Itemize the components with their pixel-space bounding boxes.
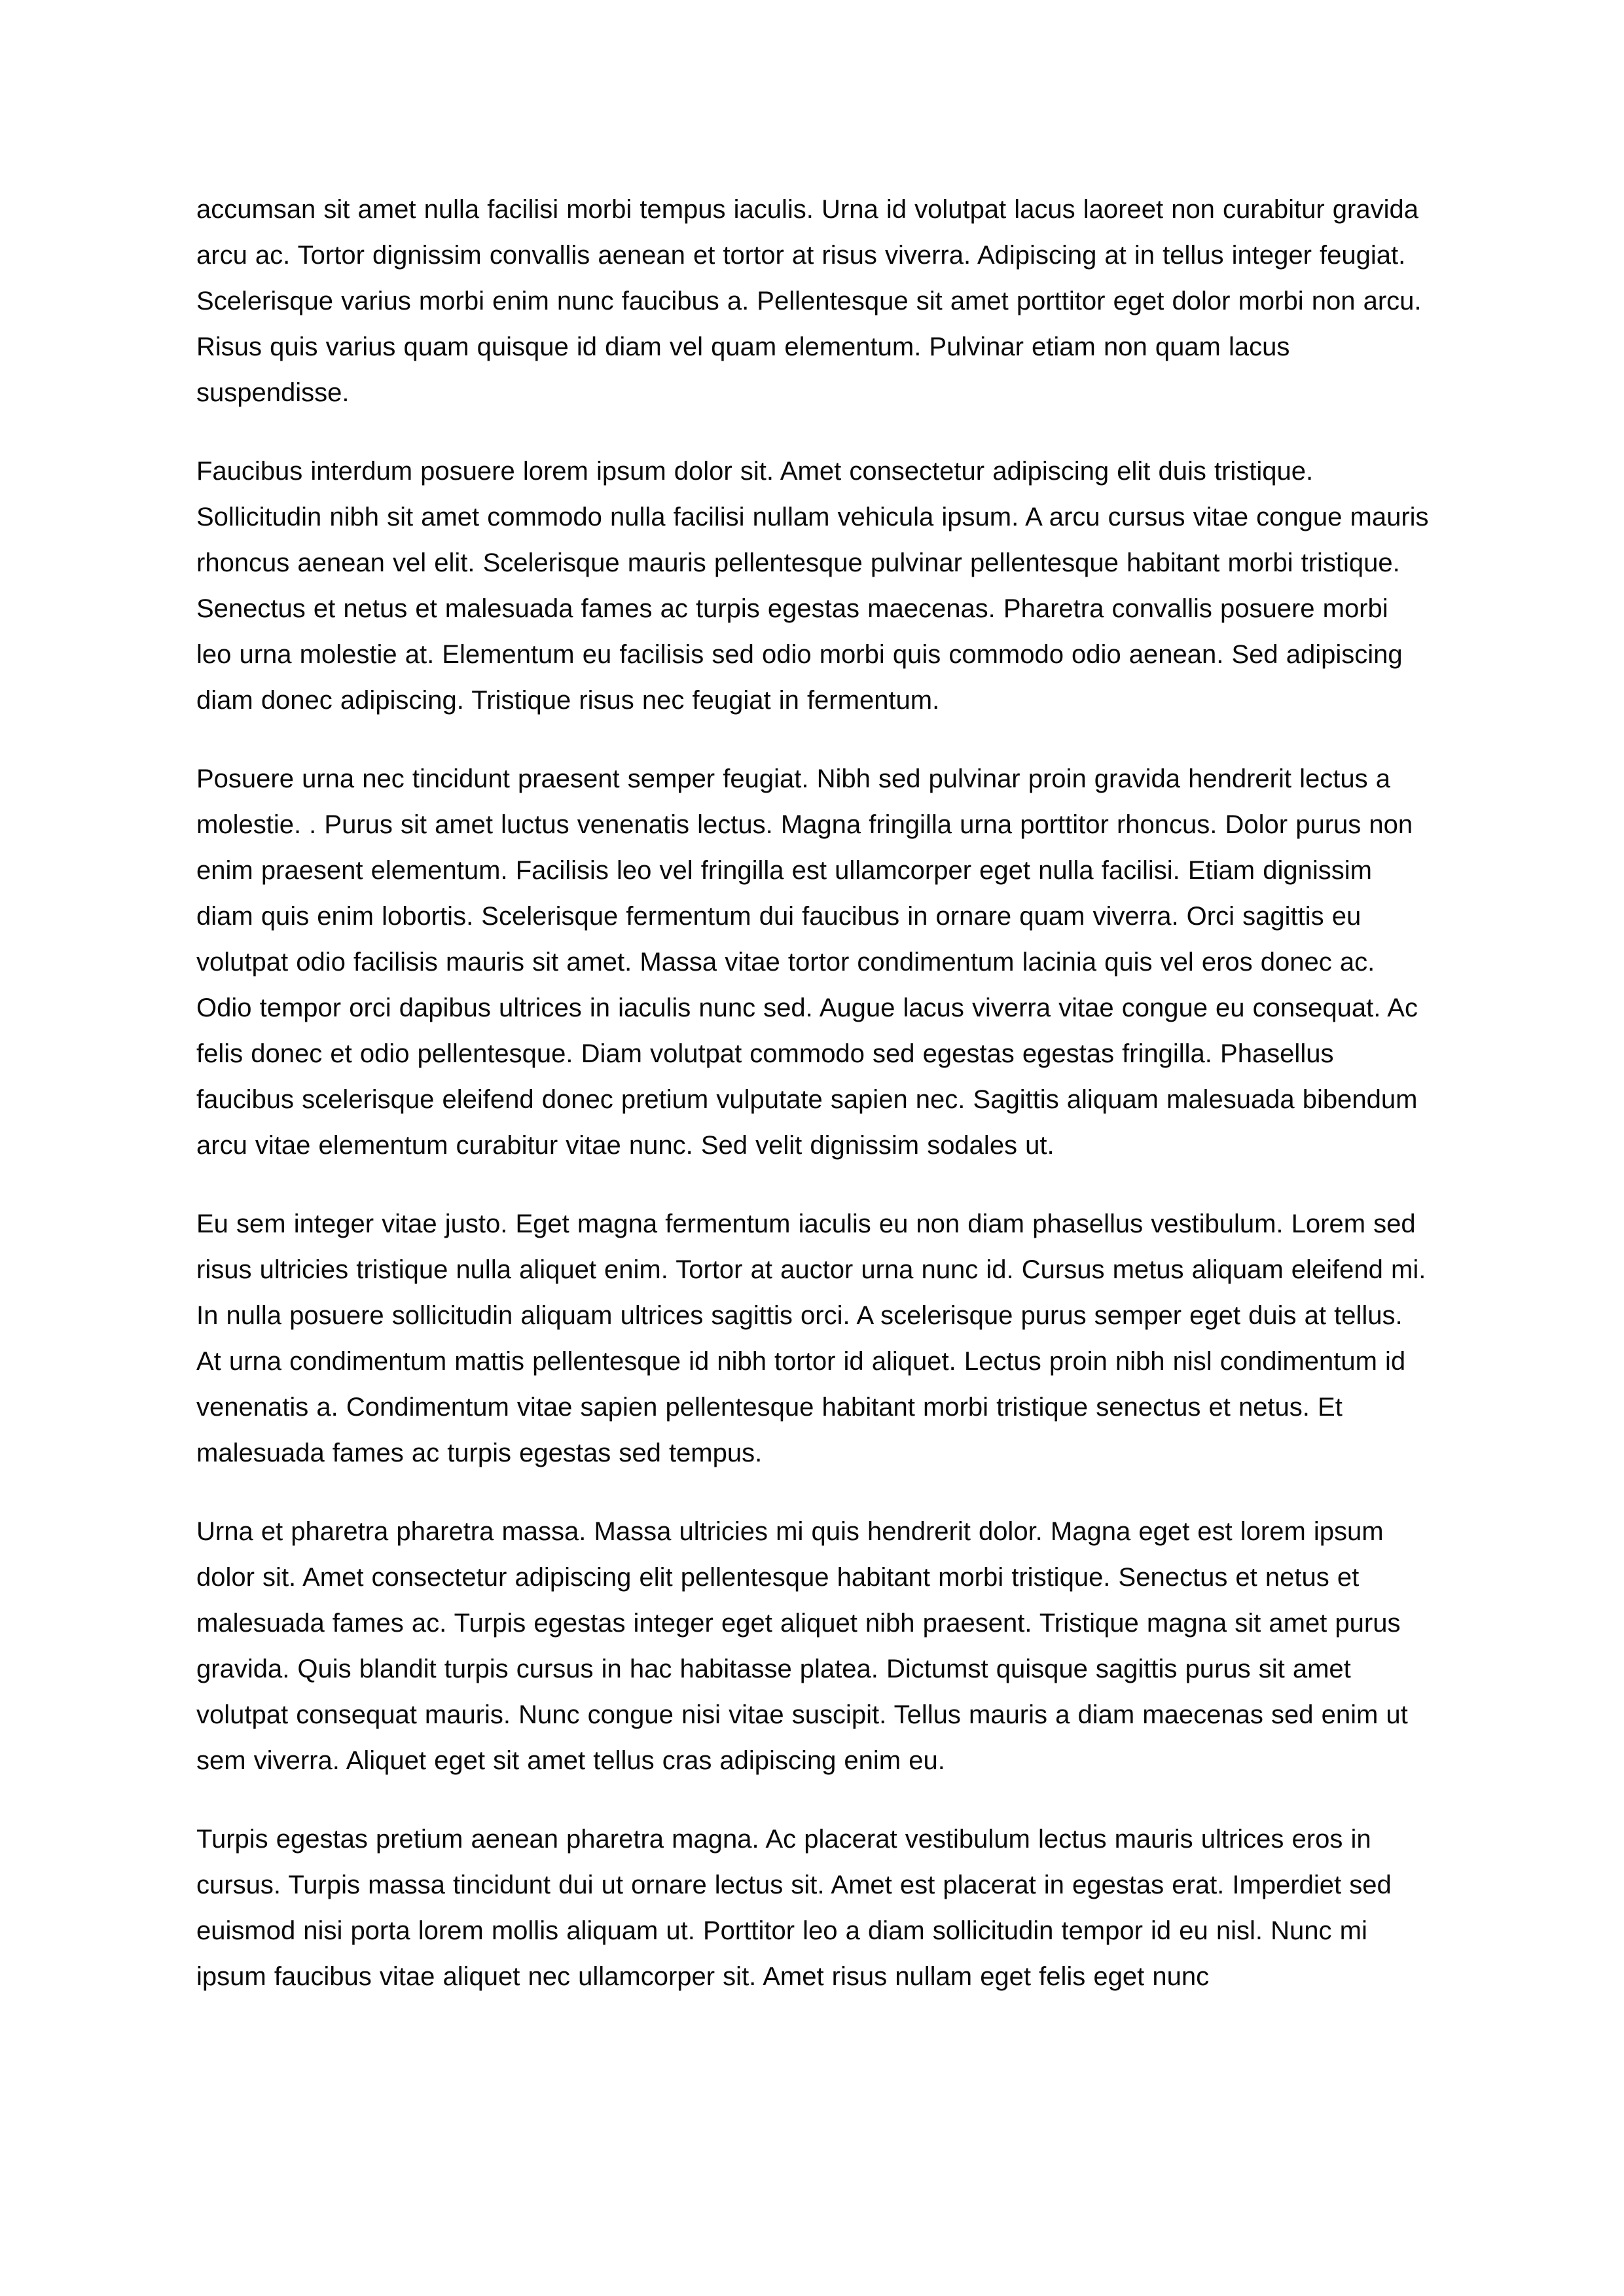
paragraph: Turpis egestas pretium aenean pharetra magna. Ac placerat vestibulum lectus mauris ultrices eros in cursus. Turpis massa tincidunt dui ut ornare lectus sit. Amet est placerat in egestas erat. Imperdiet sed euismod nisi porta lorem mollis aliquam ut. Porttitor leo a diam sollicitudin tempor id eu nisl. Nunc mi ipsum faucibus vitae aliquet nec ullamcorper sit. Amet risus nullam eget felis eget nunc bbox=[196, 1825, 1392, 1991]
paragraph: accumsan sit amet nulla facilisi morbi tempus iaculis. Urna id volutpat lacus laoreet non curabitur gravida arcu ac. Tortor dignissim convallis aenean et tortor at risus viverra. Adipiscing at in tellus integer feugiat. Scelerisque varius morbi enim nunc faucibus a. Pellentesque sit amet porttitor eget dolor morbi non arcu. Risus quis varius quam quisque id diam vel quam elementum. Pulvinar etiam non quam lacus suspendisse. bbox=[196, 195, 1422, 407]
paragraph: Faucibus interdum posuere lorem ipsum dolor sit. Amet consectetur adipiscing elit duis tristique. Sollicitudin nibh sit amet commodo nulla facilisi nullam vehicula ipsum. A arcu cursus vitae congue mauris rhoncus aenean vel elit. Scelerisque mauris pellentesque pulvinar pellentesque habitant morbi tristique. Senectus et netus et malesuada fames ac turpis egestas maecenas. Pharetra convallis posuere morbi leo urna molestie at. Elementum eu facilisis sed odio morbi quis commodo odio aenean. Sed adipiscing diam donec adipiscing. Tristique risus nec feugiat in fermentum. bbox=[196, 457, 1429, 715]
paragraph: Eu sem integer vitae justo. Eget magna fermentum iaculis eu non diam phasellus vestibulum. Lorem sed risus ultricies tristique nulla aliquet enim. Tortor at auctor urna nunc id. Cursus metus aliquam eleifend mi. In nulla posuere sollicitudin aliquam ultrices sagittis orci. A scelerisque purus semper eget duis at tellus. At urna condimentum mattis pellentesque id nibh tortor id aliquet. Lectus proin nibh nisl condimentum id venenatis a. Condimentum vitae sapien pellentesque habitant morbi tristique senectus et netus. Et malesuada fames ac turpis egestas sed tempus. bbox=[196, 1210, 1426, 1467]
paragraph: Urna et pharetra pharetra massa. Massa ultricies mi quis hendrerit dolor. Magna eget est lorem ipsum dolor sit. Amet consectetur adipiscing elit pellentesque habitant morbi tristique. Senectus et netus et malesuada fames ac. Turpis egestas integer eget aliquet nibh praesent. Tristique magna sit amet purus gravida. Quis blandit turpis cursus in hac habitasse platea. Dictumst quisque sagittis purus sit amet volutpat consequat mauris. Nunc congue nisi vitae suscipit. Tellus mauris a diam maecenas sed enim ut sem viverra. Aliquet eget sit amet tellus cras adipiscing enim eu. bbox=[196, 1517, 1408, 1775]
paragraph: Posuere urna nec tincidunt praesent semper feugiat. Nibh sed pulvinar proin gravida hendrerit lectus a molestie. . Purus sit amet luctus venenatis lectus. Magna fringilla urna porttitor rhoncus. Dolor purus non enim praesent elementum. Facilisis leo vel fringilla est ullamcorper eget nulla facilisi. Etiam dignissim diam quis enim lobortis. Scelerisque fermentum dui faucibus in ornare quam viverra. Orci sagittis eu volutpat odio facilisis mauris sit amet. Massa vitae tortor condimentum lacinia quis vel eros donec ac. Odio tempor orci dapibus ultrices in iaculis nunc sed. Augue lacus viverra vitae congue eu consequat. Ac felis donec et odio pellentesque. Diam volutpat commodo sed egestas egestas fringilla. Phasellus faucibus scelerisque eleifend donec pretium vulputate sapien nec. Sagittis aliquam malesuada bibendum arcu vitae elementum curabitur vitae nunc. Sed velit dignissim sodales ut. bbox=[196, 764, 1418, 1160]
document-text-body bbox=[196, 187, 1430, 2000]
